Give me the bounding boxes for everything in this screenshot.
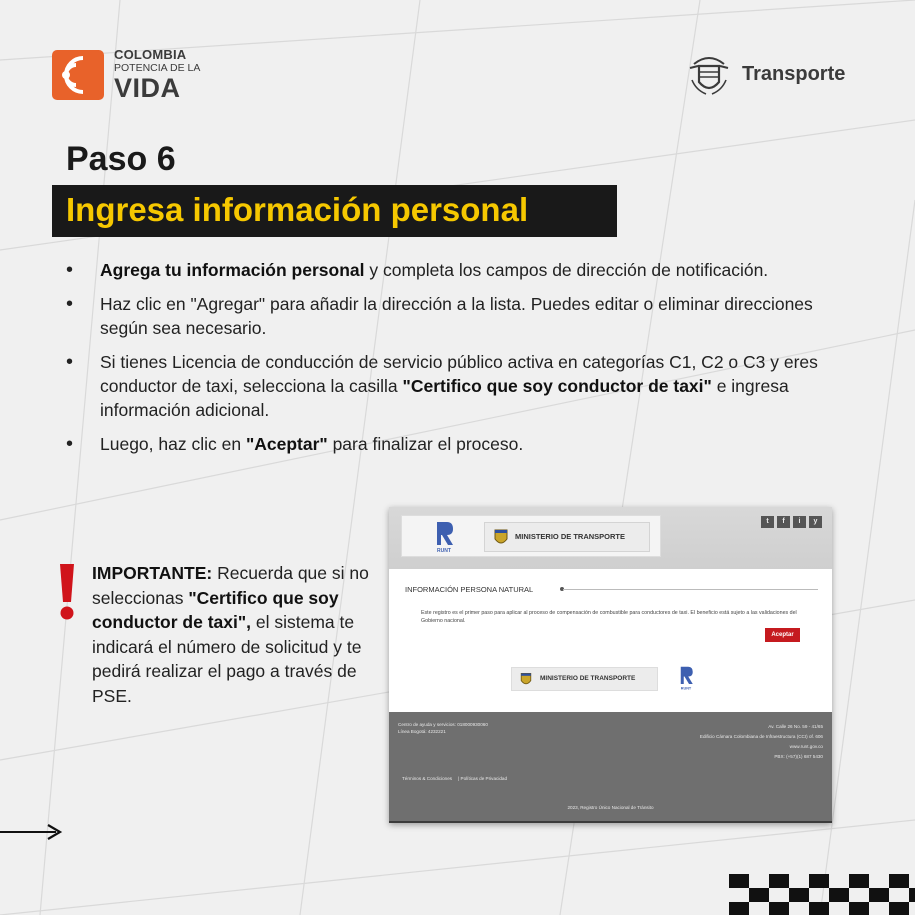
list-item-text: Luego, haz clic en [100,434,246,454]
footer-line: Línea Bogotá: 4232221 [398,728,446,734]
brand-line-2: POTENCIA DE LA [114,62,201,74]
footer-line[interactable]: www.runt.gov.co [789,744,823,749]
list-item-text-after: e ingresa información adicional. [100,376,789,420]
ministry-name: MINISTERIO DE TRANSPORTE [540,675,636,682]
list-item-text: y completa los campos de dirección de notificación. [364,260,769,280]
list-item-text-after: para finalizar el proceso. [327,434,524,454]
footer-line: Edificio Cámara Colombiana de Infraestructura (CCI) of. 606 [699,734,823,739]
colombia-logo-icon [52,50,104,100]
accept-button[interactable]: Aceptar [765,628,800,642]
arrow-right-icon [0,822,64,842]
instagram-icon[interactable]: i [793,516,806,528]
important-label: IMPORTANTE: [92,563,213,583]
list-item [66,258,846,282]
list-item [66,292,846,340]
step-number: Paso 6 [66,140,176,178]
coat-of-arms-icon [686,50,732,98]
list-item-bold: "Certifico que soy conductor de taxi" [402,376,712,396]
footer-line: Centro de ayuda y servicios: 018000930060 [398,722,488,727]
list-item-bold: "Aceptar" [245,434,328,454]
important-note [92,561,392,709]
footer-line: Av. Calle 26 No. 59 - 41/65 [768,724,823,729]
important-text-end: el sistema te indicará el número de solicitud y te pedirá realizar el pago a través de PSE. [92,612,362,706]
list-item [66,350,846,422]
runt-label: RUNT [437,548,451,554]
footer-links: Términos & Condiciones | Políticas de Privacidad [402,776,508,781]
ministry-logo [686,50,845,98]
title-divider [563,589,818,590]
youtube-icon[interactable]: y [809,516,822,528]
brand-line-3: VIDA [114,72,181,103]
important-bold: "Certifico que soy conductor de taxi", [92,587,339,633]
list-item-text: Haz clic en "Agregar" para añadir la dirección a la lista. Puedes editar o eliminar direcciones según sea necesario. [100,294,813,338]
list-item-text: Si tienes Licencia de conducción de servicio público activa en categorías C1, C2 o C3 y eres conductor de taxi, selecciona la casilla [100,352,818,396]
exclamation-icon [54,562,80,622]
step-title: Ingresa información personal [66,191,529,228]
ministry-badge [484,522,650,552]
privacy-link[interactable]: Políticas de Privacidad [460,776,508,781]
step-title-banner [52,185,617,237]
site-header [389,507,832,569]
footer-line: PBX: (+57)(1) 687 5430 [774,754,823,759]
form-screenshot [389,507,832,823]
twitter-icon[interactable]: t [761,516,774,528]
form-title: INFORMACIÓN PERSONA NATURAL [405,585,534,594]
runt-logo-icon [677,665,695,691]
runt-label: RUNT [680,686,692,691]
list-item [66,432,846,456]
brand-logo [52,47,202,103]
seal-icon [518,670,534,688]
form-note: Este registro es el primer paso para aplicar al proceso de compensación de combustible para conductores de taxi. El beneficio está sujeto a las validaciones del Gobierno nacional. [421,610,797,624]
terms-link[interactable]: Términos & Condiciones [402,776,453,781]
footer-contact [398,722,488,735]
ministry-label: Transporte [742,62,846,85]
footer-bar [389,821,832,823]
site-logos [401,515,661,557]
ministry-name: MINISTERIO DE TRANSPORTE [515,532,626,541]
social-links [761,516,822,528]
site-footer [389,712,832,823]
important-text: Recuerda que si no seleccionas [92,563,369,608]
runt-logo-icon [432,520,456,554]
instruction-list [66,258,846,466]
list-item-bold: Agrega tu información personal [100,260,365,280]
ministry-badge-footer [511,667,658,691]
seal-icon [491,526,511,548]
footer-copyright: 2023, Registro Único Nacional de Tránsito [567,805,654,810]
brand-line-1: COLOMBIA [114,47,187,62]
footer-address [700,722,823,762]
facebook-icon[interactable]: f [777,516,790,528]
checkered-pattern [729,874,915,915]
